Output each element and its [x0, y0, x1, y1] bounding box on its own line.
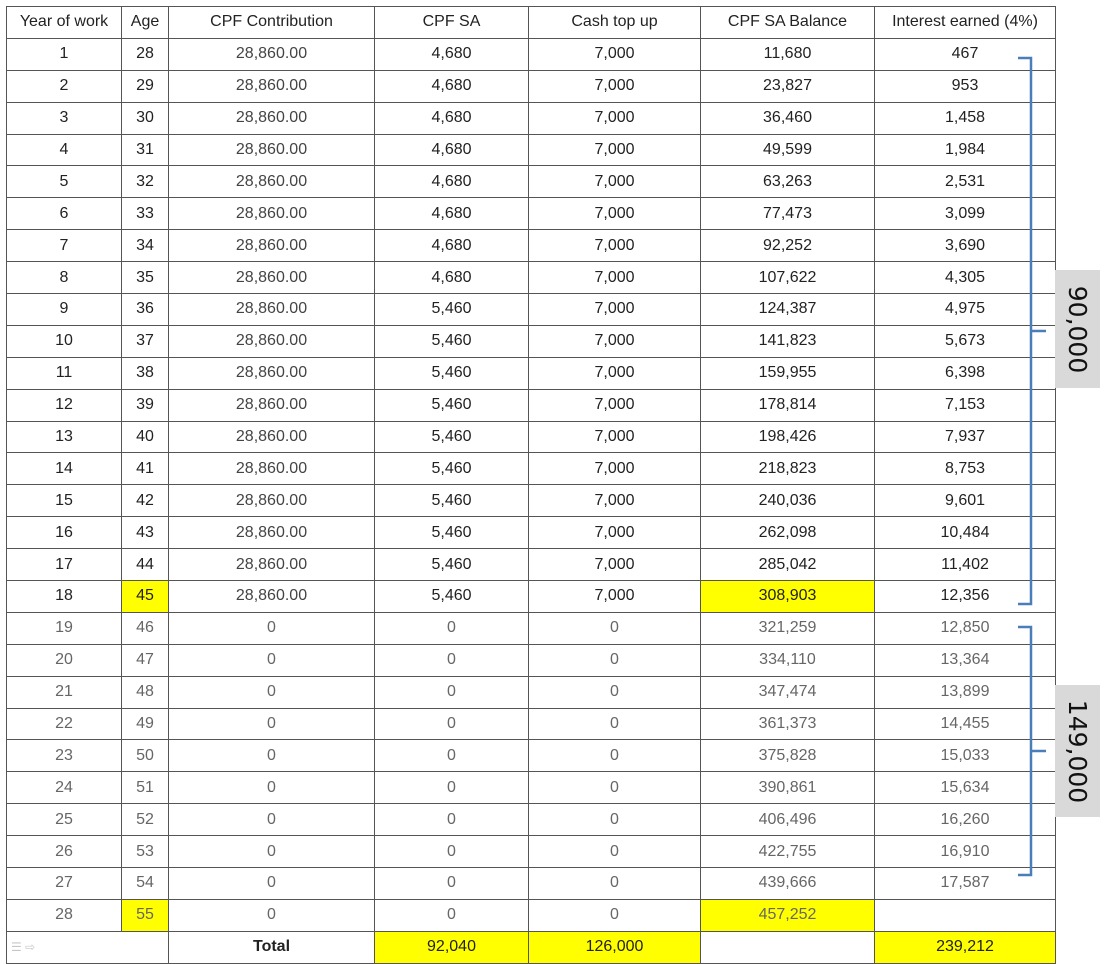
cell-cpf-contribution: 28,860.00 [169, 230, 375, 262]
cell-age: 30 [122, 102, 169, 134]
cell-age: 31 [122, 134, 169, 166]
cell-interest-earned: 953 [875, 70, 1056, 102]
cell-interest-earned: 12,850 [875, 612, 1056, 644]
cell-cash-top-up: 7,000 [529, 38, 701, 70]
cell-cash-top-up: 7,000 [529, 134, 701, 166]
cell-cash-top-up: 7,000 [529, 421, 701, 453]
cell-interest-earned: 11,402 [875, 549, 1056, 581]
cell-cpf-sa: 4,680 [375, 134, 529, 166]
cell-year-of-work: 18 [7, 581, 122, 613]
cell-cpf-sa: 0 [375, 804, 529, 836]
cell-cpf-sa-balance: 285,042 [701, 549, 875, 581]
cell-interest-earned: 467 [875, 38, 1056, 70]
cell-interest-earned: 3,690 [875, 230, 1056, 262]
cell-year-of-work: 27 [7, 868, 122, 900]
cell-cash-top-up: 0 [529, 644, 701, 676]
cell-interest-earned: 8,753 [875, 453, 1056, 485]
cell-cash-top-up: 7,000 [529, 453, 701, 485]
cell-cpf-contribution: 28,860.00 [169, 581, 375, 613]
cell-interest-earned: 3,099 [875, 198, 1056, 230]
cell-interest-earned: 16,910 [875, 836, 1056, 868]
cell-interest-earned: 4,305 [875, 262, 1056, 294]
cell-year-of-work: 21 [7, 676, 122, 708]
cell-cpf-sa: 0 [375, 740, 529, 772]
cell-year-of-work: 6 [7, 198, 122, 230]
cell-year-of-work: 19 [7, 612, 122, 644]
cell-year-of-work: 22 [7, 708, 122, 740]
cell-age: 43 [122, 517, 169, 549]
cell-cpf-contribution: 28,860.00 [169, 549, 375, 581]
cell-interest-earned: 13,899 [875, 676, 1056, 708]
cell-cpf-sa-balance: 390,861 [701, 772, 875, 804]
cell-cpf-sa: 0 [375, 644, 529, 676]
cell-cpf-sa: 4,680 [375, 262, 529, 294]
cell-cpf-sa-balance: 457,252 [701, 899, 875, 931]
cell-cash-top-up: 7,000 [529, 262, 701, 294]
cell-cpf-sa-balance: 361,373 [701, 708, 875, 740]
cell-age: 40 [122, 421, 169, 453]
cell-cpf-sa-balance: 92,252 [701, 230, 875, 262]
cell-year-of-work: 8 [7, 262, 122, 294]
header-cash-top-up: Cash top up [529, 7, 701, 39]
cell-interest-earned: 7,153 [875, 389, 1056, 421]
annotation-box-second [1055, 685, 1100, 817]
cell-age: 44 [122, 549, 169, 581]
cell-cpf-contribution: 28,860.00 [169, 70, 375, 102]
cell-cpf-contribution: 0 [169, 612, 375, 644]
cell-year-of-work: 5 [7, 166, 122, 198]
cell-interest-earned: 12,356 [875, 581, 1056, 613]
cell-cash-top-up: 0 [529, 740, 701, 772]
cell-cpf-sa: 5,460 [375, 517, 529, 549]
cell-age: 48 [122, 676, 169, 708]
cell-cpf-sa: 0 [375, 899, 529, 931]
cell-cpf-sa-balance: 23,827 [701, 70, 875, 102]
cell-cpf-sa-balance: 159,955 [701, 357, 875, 389]
cell-cpf-sa: 5,460 [375, 357, 529, 389]
cell-cpf-contribution: 28,860.00 [169, 389, 375, 421]
cell-cpf-sa: 0 [375, 676, 529, 708]
cell-cpf-sa-balance: 63,263 [701, 166, 875, 198]
cell-cpf-sa: 4,680 [375, 102, 529, 134]
cell-cpf-sa: 0 [375, 772, 529, 804]
cell-cash-top-up: 0 [529, 612, 701, 644]
cell-cpf-sa: 0 [375, 836, 529, 868]
cell-cpf-contribution: 28,860.00 [169, 166, 375, 198]
cell-age: 41 [122, 453, 169, 485]
bracket-years-1-18 [1018, 58, 1046, 604]
cell-interest-earned: 1,984 [875, 134, 1056, 166]
cell-year-of-work: 25 [7, 804, 122, 836]
cell-cpf-sa-balance: 321,259 [701, 612, 875, 644]
cell-cpf-sa-balance: 334,110 [701, 644, 875, 676]
cell-cpf-contribution: 0 [169, 772, 375, 804]
cell-cpf-sa: 4,680 [375, 38, 529, 70]
cell-year-of-work: 1 [7, 38, 122, 70]
cell-cpf-sa-balance: 77,473 [701, 198, 875, 230]
cell-age: 32 [122, 166, 169, 198]
cell-cpf-contribution: 28,860.00 [169, 517, 375, 549]
header-year-of-work: Year of work [7, 7, 122, 39]
cell-cash-top-up: 7,000 [529, 389, 701, 421]
cell-age: 28 [122, 38, 169, 70]
cell-cpf-contribution: 28,860.00 [169, 134, 375, 166]
cell-interest-earned: 2,531 [875, 166, 1056, 198]
cell-cpf-contribution: 28,860.00 [169, 357, 375, 389]
cell-cpf-contribution: 28,860.00 [169, 198, 375, 230]
cell-cpf-contribution: 28,860.00 [169, 485, 375, 517]
cell-cpf-sa-balance: 11,680 [701, 38, 875, 70]
cell-cpf-sa-balance: 347,474 [701, 676, 875, 708]
total-cpf-sa: 92,040 [375, 931, 529, 963]
cell-age: 37 [122, 325, 169, 357]
cell-cash-top-up: 0 [529, 708, 701, 740]
cell-cpf-sa-balance: 178,814 [701, 389, 875, 421]
cell-cpf-contribution: 0 [169, 899, 375, 931]
cell-interest-earned: 14,455 [875, 708, 1056, 740]
cell-cpf-sa-balance: 198,426 [701, 421, 875, 453]
cell-age: 53 [122, 836, 169, 868]
cell-age: 54 [122, 868, 169, 900]
header-cpf-contribution: CPF Contribution [169, 7, 375, 39]
cell-cpf-contribution: 28,860.00 [169, 453, 375, 485]
cell-age: 45 [122, 581, 169, 613]
cell-cpf-sa-balance: 439,666 [701, 868, 875, 900]
cell-interest-earned: 4,975 [875, 294, 1056, 326]
cell-interest-earned: 9,601 [875, 485, 1056, 517]
cell-cash-top-up: 0 [529, 772, 701, 804]
cell-interest-earned: 17,587 [875, 868, 1056, 900]
cell-cpf-sa: 5,460 [375, 485, 529, 517]
cell-year-of-work: 11 [7, 357, 122, 389]
cell-cpf-contribution: 0 [169, 708, 375, 740]
cell-year-of-work: 4 [7, 134, 122, 166]
cell-cash-top-up: 7,000 [529, 581, 701, 613]
cell-cash-top-up: 7,000 [529, 102, 701, 134]
cell-cpf-contribution: 0 [169, 868, 375, 900]
cell-age: 36 [122, 294, 169, 326]
cell-age: 46 [122, 612, 169, 644]
cell-cpf-sa: 5,460 [375, 389, 529, 421]
cell-interest-earned: 10,484 [875, 517, 1056, 549]
cell-cpf-sa-balance: 107,622 [701, 262, 875, 294]
cell-age: 51 [122, 772, 169, 804]
cell-cpf-sa: 5,460 [375, 421, 529, 453]
annotation-first-period-total: 90,000 [1063, 285, 1093, 373]
cell-cpf-sa-balance: 308,903 [701, 581, 875, 613]
cell-year-of-work: 23 [7, 740, 122, 772]
cell-interest-earned: 1,458 [875, 102, 1056, 134]
cell-age: 29 [122, 70, 169, 102]
cell-year-of-work: 15 [7, 485, 122, 517]
cell-cpf-contribution: 0 [169, 644, 375, 676]
cell-year-of-work: 16 [7, 517, 122, 549]
cell-interest-earned: 7,937 [875, 421, 1056, 453]
cell-year-of-work: 3 [7, 102, 122, 134]
cell-cash-top-up: 7,000 [529, 166, 701, 198]
cell-cash-top-up: 0 [529, 836, 701, 868]
cell-cpf-sa: 5,460 [375, 549, 529, 581]
cell-cpf-contribution: 28,860.00 [169, 38, 375, 70]
cell-cpf-sa-balance: 406,496 [701, 804, 875, 836]
cell-year-of-work: 2 [7, 70, 122, 102]
cell-cash-top-up: 0 [529, 676, 701, 708]
cell-cash-top-up: 7,000 [529, 198, 701, 230]
cell-cpf-contribution: 0 [169, 836, 375, 868]
cell-cash-top-up: 0 [529, 868, 701, 900]
cell-cash-top-up: 7,000 [529, 549, 701, 581]
cell-age: 49 [122, 708, 169, 740]
cell-cpf-sa: 4,680 [375, 198, 529, 230]
cell-cpf-sa-balance: 49,599 [701, 134, 875, 166]
cell-cash-top-up: 7,000 [529, 357, 701, 389]
header-interest-earned: Interest earned (4%) [875, 7, 1056, 39]
cell-interest-earned: 13,364 [875, 644, 1056, 676]
cell-cash-top-up: 0 [529, 899, 701, 931]
cell-cpf-sa-balance: 218,823 [701, 453, 875, 485]
cell-age: 38 [122, 357, 169, 389]
cell-cpf-contribution: 28,860.00 [169, 421, 375, 453]
cell-cash-top-up: 7,000 [529, 70, 701, 102]
cell-age: 39 [122, 389, 169, 421]
header-age: Age [122, 7, 169, 39]
cell-age: 33 [122, 198, 169, 230]
cell-age: 34 [122, 230, 169, 262]
cell-year-of-work: 13 [7, 421, 122, 453]
cell-age: 52 [122, 804, 169, 836]
cell-cpf-sa: 5,460 [375, 581, 529, 613]
cell-interest-earned: 15,033 [875, 740, 1056, 772]
cell-cpf-sa: 4,680 [375, 70, 529, 102]
cell-cash-top-up: 7,000 [529, 485, 701, 517]
cell-cpf-sa: 5,460 [375, 294, 529, 326]
cell-year-of-work: 28 [7, 899, 122, 931]
cell-year-of-work: 24 [7, 772, 122, 804]
cell-cash-top-up: 7,000 [529, 230, 701, 262]
cell-cpf-sa-balance: 240,036 [701, 485, 875, 517]
cell-cpf-contribution: 28,860.00 [169, 325, 375, 357]
total-interest-earned: 239,212 [875, 931, 1056, 963]
cell-cpf-contribution: 0 [169, 804, 375, 836]
cell-cpf-sa: 4,680 [375, 230, 529, 262]
cell-year-of-work: 10 [7, 325, 122, 357]
cell-year-of-work: 14 [7, 453, 122, 485]
cell-cpf-sa-balance: 422,755 [701, 836, 875, 868]
cell-year-of-work: 17 [7, 549, 122, 581]
bracket-years-19-27 [1018, 627, 1046, 875]
cell-cash-top-up: 7,000 [529, 517, 701, 549]
cell-year-of-work: 20 [7, 644, 122, 676]
cell-cpf-sa: 0 [375, 612, 529, 644]
cell-interest-earned: 16,260 [875, 804, 1056, 836]
cell-age: 42 [122, 485, 169, 517]
cell-cpf-contribution: 28,860.00 [169, 262, 375, 294]
cell-year-of-work: 7 [7, 230, 122, 262]
cell-age: 50 [122, 740, 169, 772]
cell-age: 35 [122, 262, 169, 294]
cell-interest-earned: 15,634 [875, 772, 1056, 804]
cell-cash-top-up: 0 [529, 804, 701, 836]
cell-cpf-sa-balance: 124,387 [701, 294, 875, 326]
cell-cpf-contribution: 28,860.00 [169, 102, 375, 134]
annotation-box-first [1055, 270, 1100, 388]
cell-cpf-sa-balance: 36,460 [701, 102, 875, 134]
cell-cash-top-up: 7,000 [529, 325, 701, 357]
cell-year-of-work: 26 [7, 836, 122, 868]
cell-cpf-sa-balance: 262,098 [701, 517, 875, 549]
cell-cpf-sa: 0 [375, 868, 529, 900]
cell-cpf-contribution: 0 [169, 740, 375, 772]
row-menu-icon: ☰ ⇨ [11, 939, 36, 954]
cell-cpf-sa: 4,680 [375, 166, 529, 198]
total-label: Total [169, 931, 375, 963]
cell-cpf-sa-balance: 375,828 [701, 740, 875, 772]
cell-cpf-sa: 5,460 [375, 325, 529, 357]
annotation-second-period-total: 149,000 [1063, 699, 1093, 803]
header-cpf-sa-balance: CPF SA Balance [701, 7, 875, 39]
cell-age: 55 [122, 899, 169, 931]
cell-cpf-contribution: 28,860.00 [169, 294, 375, 326]
total-cash-top-up: 126,000 [529, 931, 701, 963]
cell-age: 47 [122, 644, 169, 676]
cell-cpf-contribution: 0 [169, 676, 375, 708]
cell-year-of-work: 9 [7, 294, 122, 326]
cell-cpf-sa: 0 [375, 708, 529, 740]
cell-interest-earned: 5,673 [875, 325, 1056, 357]
cell-year-of-work: 12 [7, 389, 122, 421]
cell-cash-top-up: 7,000 [529, 294, 701, 326]
header-cpf-sa: CPF SA [375, 7, 529, 39]
cell-cpf-sa-balance: 141,823 [701, 325, 875, 357]
cell-interest-earned: 6,398 [875, 357, 1056, 389]
cell-cpf-sa: 5,460 [375, 453, 529, 485]
